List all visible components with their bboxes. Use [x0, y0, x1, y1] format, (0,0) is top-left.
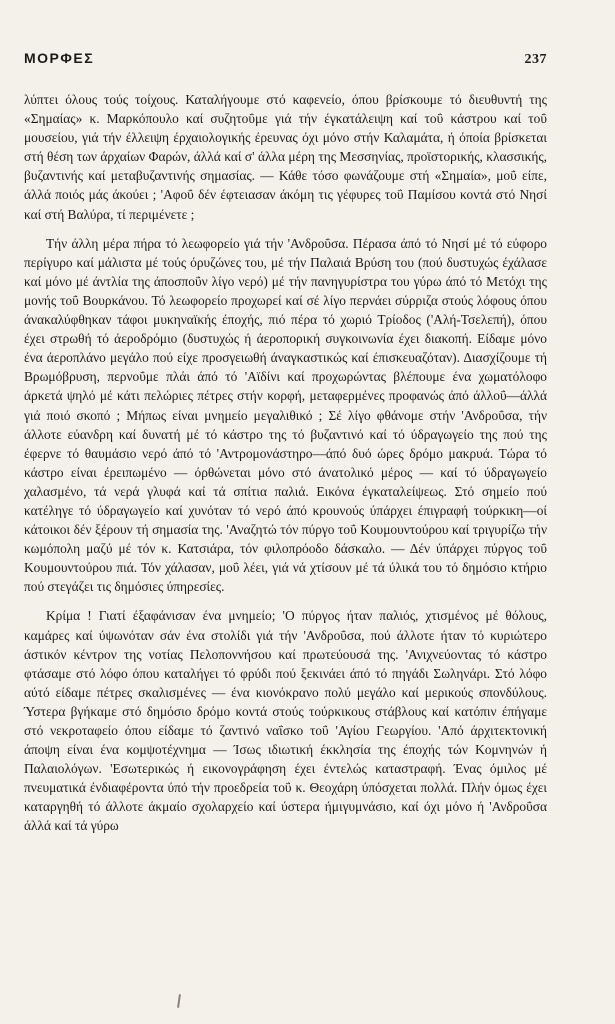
paragraph: Κρίμα ! Γιατί έξαφάνισαν ένα μνημείο; 'Ο πύργος ήταν παλιός, χτισμένος μέ θόλους, καμάρες καί ύψωνόταν σάν ένα στολίδι γιά τήν 'Ανδροΰσα, πού άλλοτε ήταν τό κυριώτερο άστικόν κέντρον της νοτίας Πελοποννήσου καί πρωτεύουσά της. 'Ανιχνεύοντας τό κάστρο φτάσαμε στό λόφο όπου καταλήγει τό φρύδι πού ξεκινάει άπό τό πηγάδι Σωληνάρι. Στό λόφο αύτό είδαμε πέτρες σκαλισμένες — ένα κιονόκρανο πολύ μεγάλο καί μερικούς σπονδύλους. Ύστερα βγήκαμε στό δημόσιο δρόμο κοντά στούς τούρκικους στάβλους καί κατόπιν έπήγαμε στό νεκροταφείο όπου είδαμε τό ζαντινό ναΐσκο τοΰ 'Αγίου Γεωργίου. 'Από άρχιτεκτονική άποψη είναι ένα κομψοτέχνημα — Ίσως ιδιωτική έκκλησία της έποχής τών Κομνηνών ή Παλαιολόγων. 'Εσωτερικώς ή εικονογράφηση έχει έντελώς καταστραφή. Ένας όμιλος μέ πνευματικά ένδιαφέροντα ύπό τήν προεδρεία τοΰ κ. Θεοχάρη ύπόσχεται πολλά. Πλήν όμως έχει καταργηθή τό άλλοτε άκμαίο σχολαρχείο καί ύστερα ήμιγυμνάσιο, καί όχι μόνο ή 'Ανδροΰσα άλλά καί τά γύρω: [24, 608, 547, 834]
paragraph: Τήν άλλη μέρα πήρα τό λεωφορείο γιά τήν 'Ανδροΰσα. Πέρασα άπό τό Νησί μέ τό εύφορο περίγυρο καί μάλιστα μέ τούς όρυζώνες του, μέ τήν Παλαιά Βρύση του (πού δυστυχώς έχάλασε καί μόνο μέ άντλία της άποσποΰν λίγο νερό) μέ τήν πανηγυρίστρα του γύρω άπό τό Μετόχι της μονής τοΰ Βουρκάνου. Τό λεωφορείο προχωρεί καί σέ λίγο περνάει σύρριζα στούς λόφους όπου άνακαλύφθηκαν τάφοι μυκηναϊκής έποχής, πιό πέρα τό χωριό Τρίοδος ('Αλή-Τσελεπή), όπου έχει στρωθή τό άεροδρόμιο (δυστυχώς ή άεροπορική συγκοινωνία έχει διακοπή. Είδαμε μόνο ένα άεροπλάνο μεγάλο πού είχε προσγειωθή άναγκαστικώς καί έπισκευαζόταν). Διασχίζουμε τή Βρωμόβρυση, περνοΰμε πλάι άπό τό 'Αϊδίνι καί προχωρώντας βλέπουμε ένα χωματόλοφο άρκετά ψηλό μέ κάτι πελώριες πέτρες στήν κορφή, μεταφερμένες προφανώς άπό άλλοΰ—άλλά γιά ποιό σκοπό ; Μήπως είναι μνημείο μεγαλιθικό ; Σέ λίγο φθάνομε στήν 'Ανδροΰσα, τήν άλλοτε εύανδρη καί δυνατή μέ τό κάστρο της τό βυζαντινό καί τό ύδραγωγείο της πού της έφερνε τό θαυμάσιο νερό άπό τό 'Αντρομονάστηρο—άπό δυό ώρες δρόμο μακρυά. Τώρα τό κάστρο είναι έρειπωμένο — όρθώνεται μόνο στό άνατολικό μέρος — καί τό ύδραγωγείο χαλασμένο, τά νερά γλυφά καί τά σπίτια παλιά. Εικόνα έγκαταλείψεως. Στό σημείο πού κατέληγε τό ύδραγωγείο καί χυνόταν τό νερό άπό κρουνούς ύπάρχει έπιγραφή τούρκικη—οί κάτοικοι δέν ξέρουν τή σημασία της. 'Αναζητώ τόν πύργο τοΰ Κουμουντούρου καί τριγυρίζω τήν κωμόπολη μαζύ μέ τόν κ. Κατσιάρα, τόν φιλοπρόοδο δάσκαλο. — Δέν ύπάρχει πύργος τοΰ Κουμουντούρου πιά. Τόν χάλασαν, μοΰ λέει, γιά νά χτίσουν μέ τά ύλικά του τό δημόσιο κτήριο πού στεγάζει τις δημόσιες ύπηρεσίες.: [24, 235, 547, 595]
paragraph: λύπτει όλους τούς τοίχους. Καταλήγουμε στό καφενείο, όπου βρίσκουμε τό διευθυντή της «Σημαίας» κ. Μαρκόπουλο καί συζητοΰμε γιά τήν έγκατάλειψη καί τοΰ κάστρου καί τοΰ μουσείου, γιά τήν έλλειψη έρχαιολογικής έρευνας όχι μόνο στήν Καλαμάτα, ή όποία βρίσκεται στή θέση των άρχαίων Φαρών, άλλά καί σ' άλλα μέρη της Μεσσηνίας, προϊστορικής, κλασσικής, βυζαντινής καί μεταβυζαντινής σημασίας. — Κάθε τόσο φωνάζουμε στή «Σημαία», μοΰ είπε, άλλά ποιός μάς άκούει ; 'Αφοΰ δέν έφτειασαν άκόμη τις γέφυρες τοΰ Παμίσου κοντά στό Νησί καί στή Βαλύρα, τί περιμένετε ;: [24, 92, 547, 222]
ink-mark: [177, 994, 181, 1008]
body-text: [24, 90, 547, 836]
running-head: [24, 50, 547, 72]
page-number: 237: [524, 52, 547, 67]
journal-title: ΜΟΡΦΕΣ: [24, 50, 95, 66]
